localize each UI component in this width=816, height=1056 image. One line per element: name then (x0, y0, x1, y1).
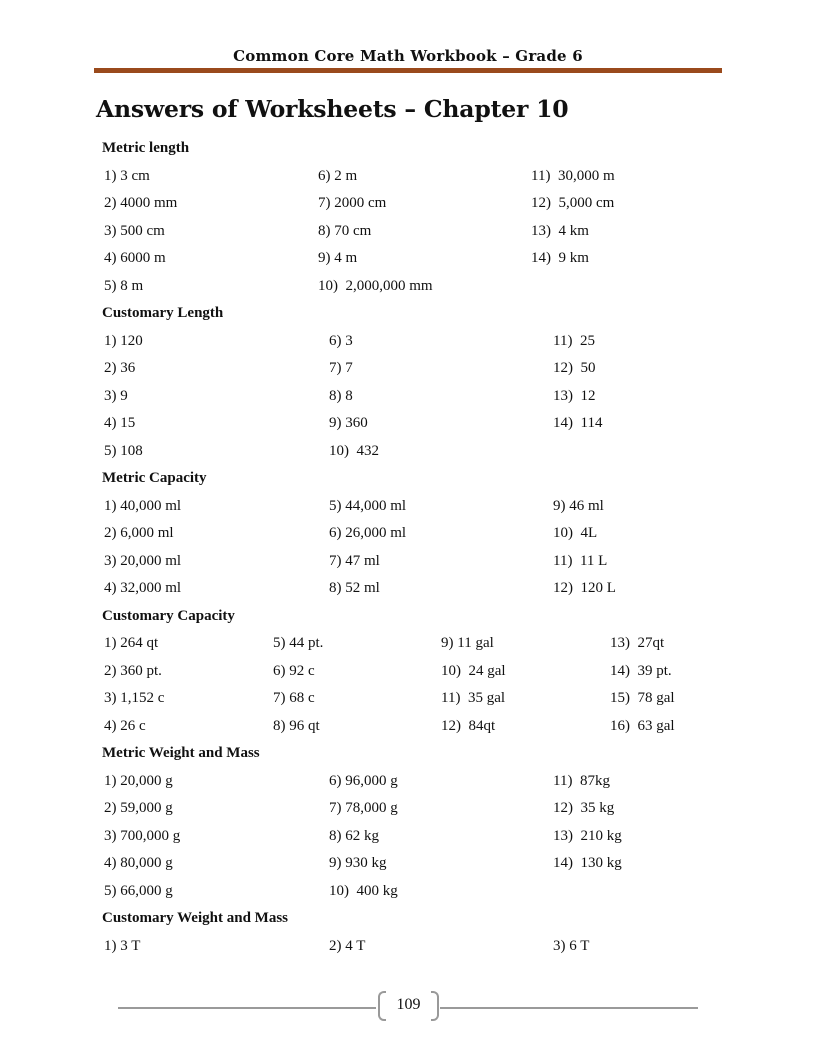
answer-item: 5) 44 pt. (273, 635, 324, 651)
answer-row (102, 496, 742, 524)
answer-item: 9) 11 gal (441, 635, 494, 651)
answer-row (102, 881, 742, 909)
answer-item: 3) 20,000 ml (104, 552, 182, 569)
answer-row (102, 936, 742, 964)
answer-item: 15) 78 gal (610, 690, 675, 706)
answer-row (102, 688, 742, 716)
answer-item: 8) 8 (329, 387, 353, 404)
answer-item: 6) 2 m (318, 167, 358, 184)
answer-item: 16) 63 gal (610, 717, 675, 734)
answer-item: 14) 39 pt. (610, 662, 672, 679)
answer-item: 12) 5,000 cm (531, 195, 615, 211)
answer-section (102, 743, 742, 908)
answer-item: 10) 400 kg (329, 882, 398, 899)
workbook-header-title: Common Core Math Workbook – Grade 6 (233, 47, 583, 65)
answer-row (102, 386, 742, 414)
answer-item: 8) 96 qt (273, 717, 320, 734)
answer-item: 3) 9 (104, 387, 128, 404)
answer-row (102, 248, 742, 276)
section-heading: Customary Length (102, 305, 224, 321)
answer-row (102, 798, 742, 826)
answer-item: 9) 4 m (318, 250, 358, 266)
answer-item: 14) 9 km (531, 250, 589, 266)
answer-row (102, 276, 742, 304)
answer-item: 9) 46 ml (553, 497, 604, 514)
answer-item: 1) 3 T (104, 937, 141, 954)
answer-item: 7) 47 ml (329, 552, 380, 569)
answer-row (102, 551, 742, 579)
page-title: Answers of Worksheets – Chapter 10 (96, 95, 569, 123)
answer-item: 3) 6 T (553, 937, 590, 954)
answer-section (102, 468, 742, 606)
answer-item: 3) 700,000 g (104, 827, 181, 844)
answer-item: 2) 4000 mm (104, 195, 178, 211)
page-number: 109 (396, 996, 421, 1013)
answer-item: 8) 62 kg (329, 827, 379, 844)
answer-item: 10) 24 gal (441, 662, 506, 679)
answer-item: 8) 70 cm (318, 222, 372, 239)
answer-row (102, 633, 742, 661)
answer-item: 14) 114 (553, 415, 603, 431)
answer-row (102, 578, 742, 606)
answer-item: 9) 360 (329, 415, 368, 431)
answer-item: 4) 80,000 g (104, 855, 173, 871)
section-heading: Metric length (102, 140, 190, 156)
answer-item: 1) 40,000 ml (104, 497, 182, 514)
page-footer (0, 990, 816, 1024)
answer-item: 11) 25 (553, 332, 595, 349)
answer-section (102, 138, 742, 303)
answers-content (102, 138, 742, 963)
answer-item: 5) 44,000 ml (329, 497, 407, 514)
footer-bracket-right (431, 991, 439, 1021)
answer-item: 10) 4L (553, 525, 598, 541)
answer-item: 4) 26 c (104, 717, 146, 734)
answer-item: 7) 78,000 g (329, 800, 398, 816)
answer-item: 12) 50 (553, 360, 596, 376)
answer-item: 11) 11 L (553, 552, 608, 569)
answer-item: 5) 66,000 g (104, 882, 173, 899)
answer-row (102, 716, 742, 744)
answer-item: 13) 12 (553, 387, 596, 404)
answer-item: 4) 32,000 ml (104, 580, 182, 596)
section-heading: Customary Capacity (102, 607, 235, 624)
answer-row (102, 441, 742, 469)
answer-item: 3) 1,152 c (104, 690, 165, 706)
section-heading: Metric Capacity (102, 470, 207, 486)
answer-item: 3) 500 cm (104, 222, 165, 239)
header-divider (94, 68, 722, 73)
answer-item: 7) 7 (329, 360, 353, 376)
answer-item: 7) 68 c (273, 690, 315, 706)
answer-item: 2) 360 pt. (104, 662, 162, 679)
answer-item: 11) 35 gal (441, 690, 506, 706)
answer-row (102, 661, 742, 689)
answer-item: 2) 6,000 ml (104, 525, 174, 541)
answer-item: 11) 87kg (553, 772, 610, 789)
answer-row (102, 523, 742, 551)
answer-item: 12) 120 L (553, 580, 616, 596)
footer-bracket-left (378, 991, 386, 1021)
answer-row (102, 221, 742, 249)
answer-item: 9) 930 kg (329, 855, 387, 871)
answer-item: 2) 4 T (329, 937, 366, 954)
answer-item: 12) 35 kg (553, 800, 615, 816)
answer-row (102, 771, 742, 799)
answer-item: 11) 30,000 m (531, 167, 615, 184)
answer-section (102, 606, 742, 744)
answer-item: 13) 27qt (610, 635, 665, 651)
answer-item: 13) 4 km (531, 222, 589, 239)
answer-item: 12) 84qt (441, 717, 496, 734)
answer-item: 10) 2,000,000 mm (318, 277, 433, 294)
answer-row (102, 166, 742, 194)
answer-item: 1) 120 (104, 332, 143, 349)
answer-row (102, 331, 742, 359)
answer-row (102, 826, 742, 854)
answer-item: 1) 20,000 g (104, 772, 173, 789)
answer-item: 6) 92 c (273, 662, 315, 679)
answer-item: 10) 432 (329, 442, 379, 459)
answer-item: 5) 108 (104, 442, 143, 459)
section-heading: Customary Weight and Mass (102, 910, 288, 926)
footer-rule-left (118, 1007, 376, 1009)
answer-section (102, 908, 742, 963)
answer-item: 6) 3 (329, 332, 353, 349)
answer-item: 1) 264 qt (104, 635, 159, 651)
answer-row (102, 853, 742, 881)
answer-item: 5) 8 m (104, 277, 144, 294)
section-heading: Metric Weight and Mass (102, 745, 260, 761)
answer-item: 14) 130 kg (553, 855, 622, 871)
answer-row (102, 358, 742, 386)
answer-item: 13) 210 kg (553, 827, 622, 844)
answer-item: 2) 36 (104, 360, 136, 376)
answer-item: 6) 26,000 ml (329, 525, 407, 541)
answer-item: 1) 3 cm (104, 167, 150, 184)
answer-section (102, 303, 742, 468)
answer-row (102, 413, 742, 441)
answer-item: 8) 52 ml (329, 580, 380, 596)
answer-item: 4) 15 (104, 415, 136, 431)
answer-item: 4) 6000 m (104, 250, 166, 266)
answer-row (102, 193, 742, 221)
answer-item: 7) 2000 cm (318, 195, 387, 211)
answer-item: 2) 59,000 g (104, 800, 173, 816)
answer-item: 6) 96,000 g (329, 772, 398, 789)
footer-rule-right (440, 1007, 698, 1009)
